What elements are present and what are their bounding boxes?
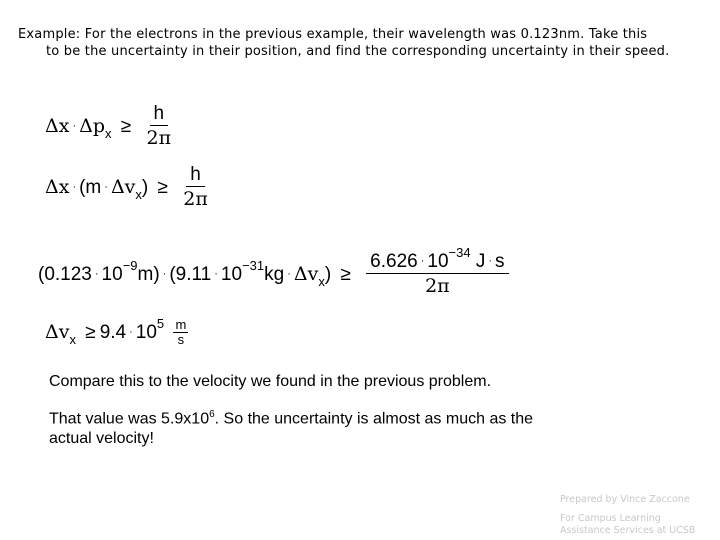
eq4-exp: 5 <box>156 315 165 331</box>
equation-3: (0.123 · 10−9m) · (9.11 · 10−31kg · Δvx) ≥ $\frac{6.626 \cdot 10-34 J \cdot s}{2\pi}$ <box>38 252 509 296</box>
eq2-fraction <box>183 165 208 209</box>
eq3-e: 10 <box>220 263 243 285</box>
eq4-value: 9.4 <box>99 321 127 343</box>
eq3-e-exp: −31 <box>242 257 265 273</box>
eq3-num-a: 6.626 <box>370 251 418 273</box>
eq2-dx: Δx <box>45 175 70 198</box>
credit-line-2: For Campus Learning <box>560 513 661 524</box>
eq1-numerator: h <box>150 104 169 126</box>
eq3-d: (9.11 <box>169 263 212 285</box>
intro-line-2: to be the uncertainty in their position, and find the corresponding uncertainty in their speed. <box>46 44 670 59</box>
eq2-numerator: h <box>186 165 205 187</box>
paragraph-compare: Compare this to the velocity we found in the previous problem. <box>49 373 492 390</box>
eq4-dv: Δv <box>45 320 70 343</box>
eq4-unit-den: s <box>177 332 185 347</box>
eq2-relation: ≥ <box>157 176 168 198</box>
eq3-fraction <box>366 245 508 298</box>
eq1-relation: ≥ <box>120 115 132 137</box>
paragraph-conclusion <box>49 405 649 449</box>
eq2-open: (m <box>79 176 102 198</box>
eq3-f: kg <box>264 263 285 285</box>
eq2-dv: Δv <box>110 175 136 198</box>
conclusion-post: . So the uncertainty is almost as much as the <box>214 410 534 428</box>
eq3-num-exp: −34 <box>448 245 471 261</box>
eq3-close: ) <box>324 263 332 285</box>
eq4-sub: x <box>69 331 76 347</box>
eq1-dx: Δx <box>45 114 70 137</box>
eq4-unit <box>173 318 188 346</box>
eq3-dv: Δv <box>293 262 319 285</box>
eq2-sub: x <box>135 186 142 202</box>
equation-2: Δx · (m · Δvx) ≥ $\frac{h}{2\pi}$ <box>45 164 208 210</box>
conclusion-pre: That value was 5.9x10 <box>49 410 210 428</box>
eq3-sub: x <box>318 273 325 289</box>
eq1-denominator: 2π <box>146 127 172 149</box>
credit-line-3: Assistance Services at UCSB <box>560 525 696 536</box>
eq3-b: 10 <box>101 263 123 285</box>
eq3-numerator: 6.626 · 10−34 J · s <box>366 252 508 274</box>
eq4-base: 10 <box>135 321 157 343</box>
eq4-relation: ≥ <box>85 321 96 343</box>
intro-text <box>18 26 708 60</box>
eq3-num-c: J <box>475 251 486 273</box>
credit-line-1: Prepared by Vince Zaccone <box>560 494 690 505</box>
eq1-dp: Δp <box>79 114 105 137</box>
eq2-close: ) <box>141 176 149 198</box>
eq3-b-exp: −9 <box>122 257 138 273</box>
eq3-c: m) <box>137 263 160 285</box>
conclusion-line-2: actual velocity! <box>49 430 154 448</box>
equation-1: Δx · Δpx ≥ $\frac{h}{2\pi}$ <box>45 103 172 149</box>
equation-4: Δvx ≥ 9.4 · 105 $\frac{m}{s}$ <box>45 315 187 347</box>
eq4-unit-num: m <box>175 317 187 332</box>
eq3-num-d: s <box>495 251 505 273</box>
intro-line-1: Example: For the electrons in the previous example, their wavelength was 0.123nm. Take this <box>18 27 648 42</box>
eq3-num-b: 10 <box>427 251 449 273</box>
eq3-a: (0.123 <box>38 263 92 285</box>
eq1-sub: x <box>105 125 112 141</box>
eq3-relation: ≥ <box>340 263 351 285</box>
conclusion-exp: 6 <box>209 409 215 420</box>
eq2-denominator: 2π <box>183 188 208 210</box>
eq1-fraction <box>147 104 172 148</box>
eq3-denominator: 2π <box>425 275 450 298</box>
